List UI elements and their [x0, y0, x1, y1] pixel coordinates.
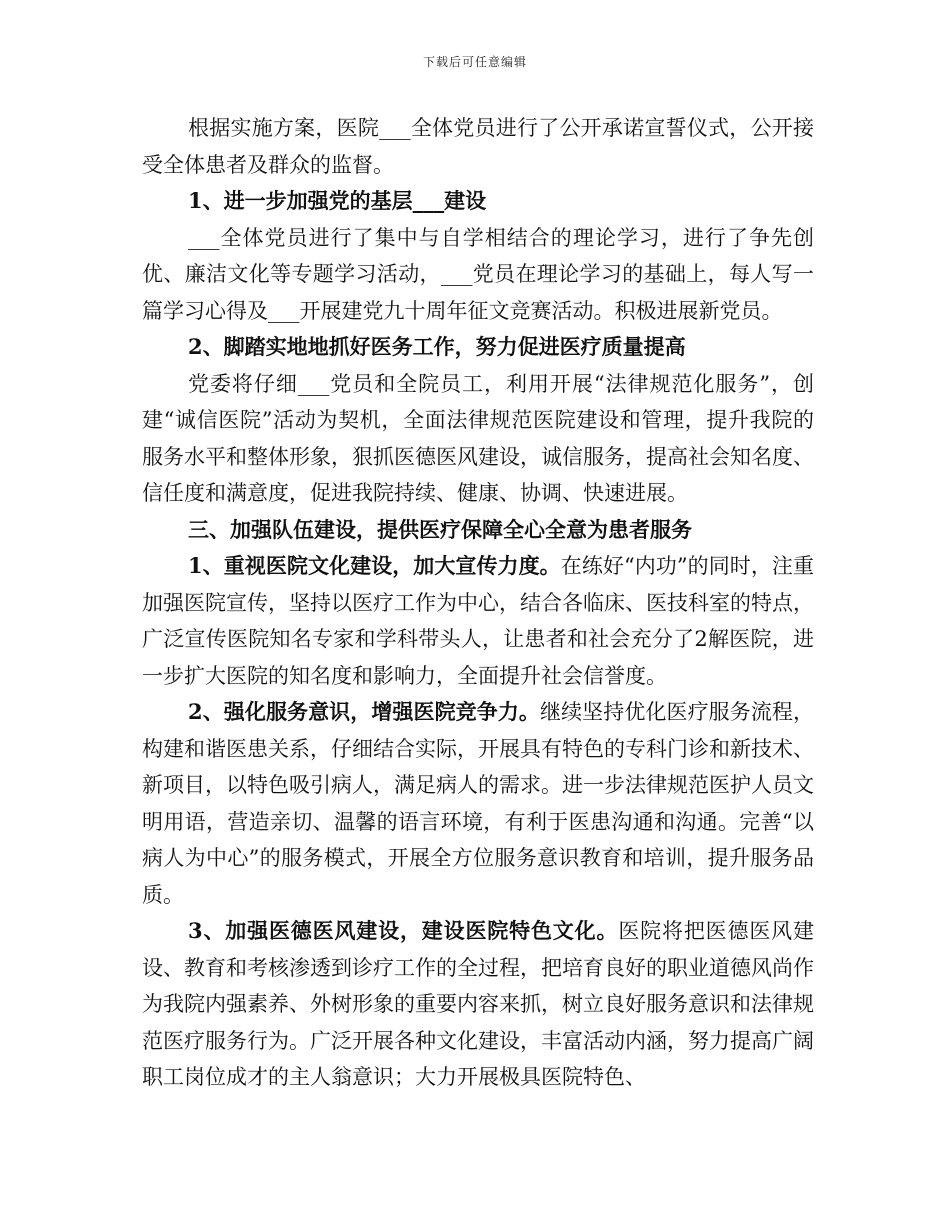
paragraph-ethics-lead: 3、加强医德医风建设，建设医院特色文化。 [188, 918, 619, 943]
heading-medical-work: 2、脚踏实地地抓好医务工作，努力促进医疗质量提高 [188, 334, 686, 359]
paragraph-study: ___全体党员进行了集中与自学相结合的理论学习，进行了争先创优、廉洁文化等专题学习活动，___党员在理论学习的基础上，每人写一篇学习心得及___开展建党九十周年征文竞赛活动。积极进展新党员。 [142, 225, 814, 323]
document-body [142, 110, 814, 1096]
paragraph-culture-lead: 1、重视医院文化建设，加大宣传力度。 [188, 553, 561, 578]
heading-team-building: 三、加强队伍建设，提供医疗保障全心全意为患者服务 [188, 516, 692, 542]
paragraph-culture [142, 548, 814, 694]
paragraph-culture-text: 在练好“内功”的同时，注重加强医院宣传，坚持以医疗工作为中心，结合各临床、医技科室的特点，广泛宣传医院知名专家和学科带头人，让患者和社会充分了2解医院，进一步扩大医院的知名度和影响力，全面提升社会信誉度。 [142, 554, 814, 688]
paragraph-service [142, 694, 814, 913]
page-header: 下载后可任意编辑 [422, 55, 527, 69]
paragraph-integrity: 党委将仔细___党员和全院员工，利用开展“法律规范化服务”，创建“诚信医院”活动为契机，全面法律规范医院建设和管理，提升我院的服务水平和整体形象，狠抓医德医风建设，诚信服务，提高社会知名度、信任度和满意度，促进我院持续、健康、协调、快速进展。 [142, 371, 814, 505]
paragraph-pledge: 根据实施方案，医院___全体党员进行了公开承诺宣誓仪式，公开接受全体患者及群众的监督。 [142, 116, 814, 177]
heading-party-building: 1、进一步加强党的基层___建设 [188, 188, 487, 213]
paragraph-service-text: 继续坚持优化医疗服务流程，构建和谐医患关系，仔细结合实际，开展具有特色的专科门诊和新技术、新项目，以特色吸引病人，满足病人的需求。进一步法律规范医护人员文明用语，营造亲切、温馨的语言环境，有利于医患沟通和沟通。完善“以病人为中心”的服务模式，开展全方位服务意识教育和培训，提升服务品质。 [142, 700, 814, 907]
paragraph-ethics [142, 913, 814, 1096]
paragraph-service-lead: 2、强化服务意识，增强医院竞争力。 [188, 699, 541, 724]
paragraph-ethics-text: 医院将把医德医风建设、教育和考核渗透到诊疗工作的全过程，把培育良好的职业道德风尚作为我院内强素养、外树形象的重要内容来抓，树立良好服务意识和法律规范医疗服务行为。广泛开展各种文化建设，丰富活动内涵，努力提高广阔职工岗位成才的主人翁意识；大力开展极具医院特色、 [142, 919, 814, 1089]
